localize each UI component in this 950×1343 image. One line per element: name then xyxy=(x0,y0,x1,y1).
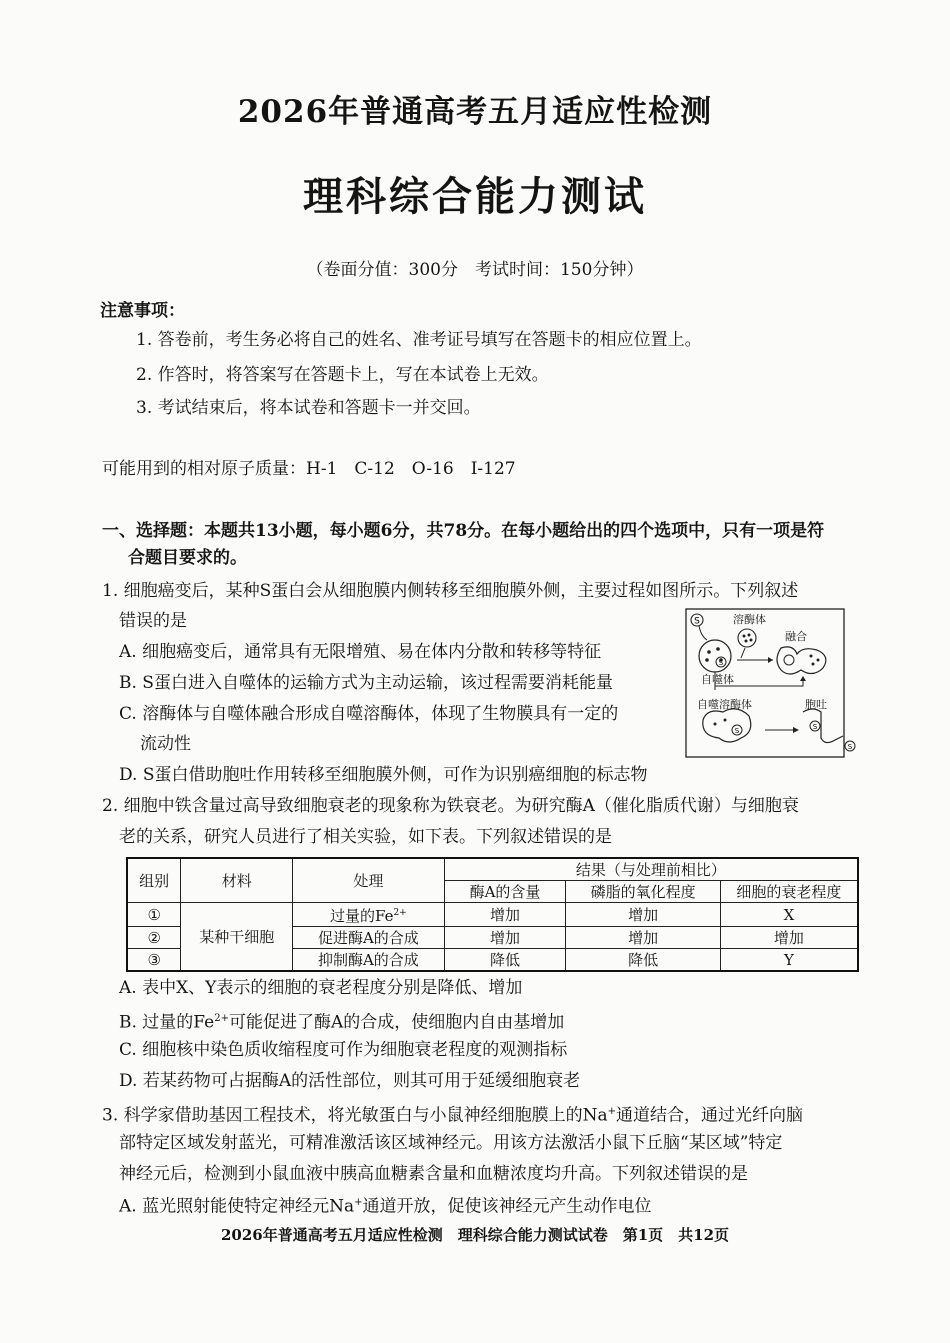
svg-text:S: S xyxy=(847,743,853,751)
figure-label-autolysosome: 自噬溶酶体 xyxy=(697,698,752,711)
svg-text:S: S xyxy=(718,659,724,667)
q3-stem-line2: 部特定区域发射蓝光，可精准激活该区域神经元。用该方法激活小鼠下丘脑“某区域”特定 xyxy=(119,1133,783,1153)
cell-enzyme: 增加 xyxy=(444,903,566,927)
q1-option-c-line2: 流动性 xyxy=(140,734,191,754)
cell-oxidation: 降低 xyxy=(566,949,721,972)
notice-item-3: 3. 考试结束后，将本试卷和答题卡一并交回。 xyxy=(136,398,481,418)
table-header-result: 结果（与处理前相比） xyxy=(444,858,858,881)
figure-label-lysosome: 溶酶体 xyxy=(733,613,766,626)
figure-label-autophagosome: 自噬体 xyxy=(701,673,734,686)
section-heading-line2: 合题目要求的。 xyxy=(128,548,247,568)
cell-group: ② xyxy=(127,927,181,949)
cell-oxidation: 增加 xyxy=(566,927,721,949)
cell-group: ① xyxy=(127,903,181,927)
atomic-mass-line: 可能用到的相对原子质量：H-1 C-12 O-16 I-127 xyxy=(102,459,516,479)
section-heading-line1: 一、选择题：本题共13小题，每小题6分，共78分。在每小题给出的四个选项中，只有一项是符 xyxy=(102,521,825,541)
cell-enzyme: 增加 xyxy=(444,927,566,949)
svg-text:S: S xyxy=(694,616,700,627)
q3-option-a: A. 蓝光照射能使特定神经元Na+通道开放，促使该神经元产生动作电位 xyxy=(119,1196,652,1217)
figure-label-exocytosis: 胞吐 xyxy=(805,698,827,711)
table-header-enzyme-a: 酶A的含量 xyxy=(444,881,566,903)
table-header-material: 材料 xyxy=(181,858,293,903)
q2-stem-line2: 老的关系，研究人员进行了相关实验，如下表。下列叙述错误的是 xyxy=(119,827,612,847)
q3-stem-line1: 3. 科学家借助基因工程技术，将光敏蛋白与小鼠神经细胞膜上的Na+通道结合，通过光纤向脑 xyxy=(102,1105,804,1126)
cell-aging: 增加 xyxy=(720,927,858,949)
exam-title: 2026年普通高考五月适应性检测 xyxy=(237,94,713,130)
subject-title: 理科综合能力测试 xyxy=(303,173,647,220)
cell-treatment: 抑制酶A的合成 xyxy=(293,949,445,972)
q1-figure-autophagy-diagram xyxy=(685,608,857,760)
table-header-aging: 细胞的衰老程度 xyxy=(720,881,858,903)
q1-stem-line1: 1. 细胞癌变后，某种S蛋白会从细胞膜内侧转移至细胞膜外侧，主要过程如图所示。下列叙述 xyxy=(102,581,799,601)
cell-treatment: 过量的$Fe^{2+}$ xyxy=(293,903,445,927)
table-header-oxidation: 磷脂的氧化程度 xyxy=(566,881,721,903)
svg-text:S: S xyxy=(734,727,740,735)
q1-option-d: D. S蛋白借助胞吐作用转移至细胞膜外侧，可作为识别癌细胞的标志物 xyxy=(119,765,648,785)
notice-heading: 注意事项： xyxy=(100,301,185,321)
q2-option-a: A. 表中X、Y表示的细胞的衰老程度分别是降低、增加 xyxy=(119,978,523,998)
q3-stem-line3: 神经元后，检测到小鼠血液中胰高血糖素含量和血糖浓度均升高。下列叙述错误的是 xyxy=(119,1164,748,1184)
exam-info: （卷面分值：300分 考试时间：150分钟） xyxy=(306,260,644,280)
cell-oxidation: 增加 xyxy=(566,903,721,927)
cell-aging: Y xyxy=(720,949,858,972)
cell-treatment: 促进酶A的合成 xyxy=(293,927,445,949)
cell-aging: X xyxy=(720,903,858,927)
page-footer: 2026年普通高考五月适应性检测 理科综合能力测试试卷 第1页 共12页 xyxy=(220,1226,730,1244)
q2-option-b: B. 过量的$Fe^{2+}$可能促进了酶A的合成，使细胞内自由基增加 xyxy=(119,1012,565,1033)
notice-item-2: 2. 作答时，将答案写在答题卡上，写在本试卷上无效。 xyxy=(136,365,549,385)
cell-group: ③ xyxy=(127,949,181,972)
svg-text:S: S xyxy=(812,723,818,731)
table-header-treatment: 处理 xyxy=(293,858,445,903)
q1-option-b: B. S蛋白进入自噬体的运输方式为主动运输，该过程需要消耗能量 xyxy=(119,673,613,693)
q2-option-c: C. 细胞核中染色质收缩程度可作为细胞衰老程度的观测指标 xyxy=(119,1040,568,1060)
q1-option-c-line1: C. 溶酶体与自噬体融合形成自噬溶酶体，体现了生物膜具有一定的 xyxy=(119,704,619,724)
table-header-group: 组别 xyxy=(127,858,181,903)
q2-results-table xyxy=(126,857,859,972)
q1-stem-line2: 错误的是 xyxy=(119,611,187,631)
cell-enzyme: 降低 xyxy=(444,949,566,972)
q2-option-d: D. 若某药物可占据酶A的活性部位，则其可用于延缓细胞衰老 xyxy=(119,1071,581,1091)
notice-item-1: 1. 答卷前，考生务必将自己的姓名、准考证号填写在答题卡的相应位置上。 xyxy=(136,330,702,350)
q2-stem-line1: 2. 细胞中铁含量过高导致细胞衰老的现象称为铁衰老。为研究酶A（催化脂质代谢）与细胞衰 xyxy=(102,796,799,816)
q1-option-a: A. 细胞癌变后，通常具有无限增殖、易在体内分散和转移等特征 xyxy=(119,642,602,662)
table-row xyxy=(127,903,858,927)
cell-material: 某种干细胞 xyxy=(181,903,293,972)
figure-label-fusion: 融合 xyxy=(785,630,807,643)
